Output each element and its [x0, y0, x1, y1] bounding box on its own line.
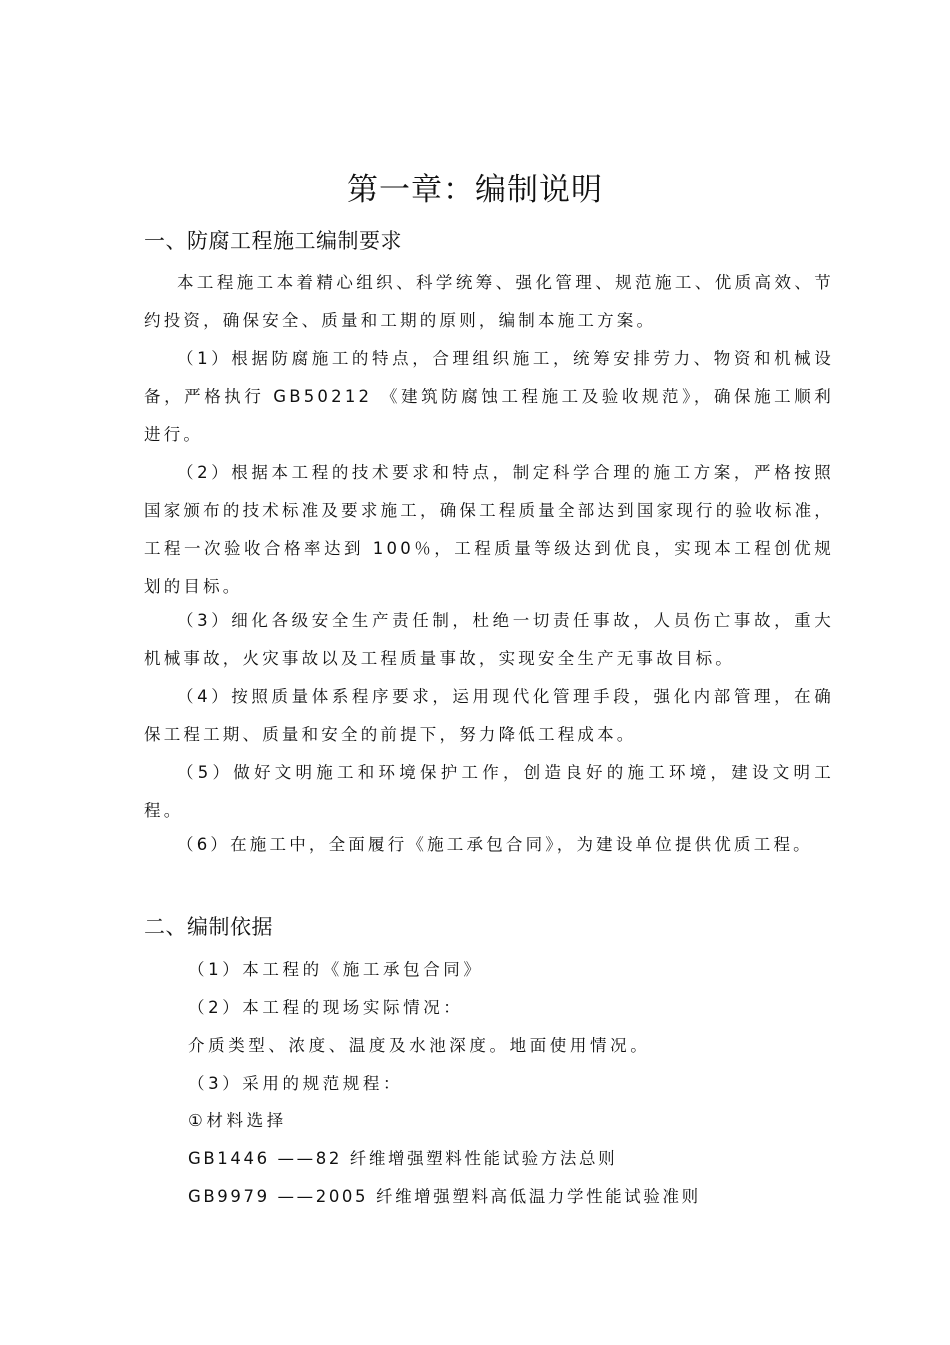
- chapter-title: 第一章：编制说明: [347, 172, 603, 208]
- requirement-item-4: （4）按照质量体系程序要求，运用现代化管理手段，强化内部管理，在确保工程工期、质量和安全的前提下，努力降低工程成本。: [144, 687, 834, 744]
- section-heading-requirements: 一、防腐工程施工编制要求: [144, 229, 402, 253]
- requirement-item-5: （5）做好文明施工和环境保护工作，创造良好的施工环境，建设文明工程。: [144, 763, 834, 820]
- requirement-item-1: （1）根据防腐施工的特点，合理组织施工，统筹安排劳力、物资和机械设备，严格执行 GB50212 《建筑防腐蚀工程施工及验收规范》，确保施工顺利进行。: [144, 349, 834, 444]
- intro-paragraph: 本工程施工本着精心组织、科学统筹、强化管理、规范施工、优质高效、节约投资，确保安全、质量和工期的原则，编制本施工方案。: [144, 273, 834, 330]
- standard-gb1446: GB1446 ——82 纤维增强塑料性能试验方法总则: [188, 1149, 618, 1168]
- basis-line-medium: 介质类型、浓度、温度及水池深度。地面使用情况。: [188, 1036, 651, 1055]
- basis-line-contract: （1）本工程的《施工承包合同》: [188, 960, 484, 979]
- basis-line-site-conditions: （2）本工程的现场实际情况：: [188, 998, 464, 1017]
- requirement-item-3: （3）细化各级安全生产责任制，杜绝一切责任事故，人员伤亡事故，重大机械事故，火灾事故以及工程质量事故，实现安全生产无事故目标。: [144, 611, 834, 668]
- basis-line-material-selection: ①材料选择: [188, 1111, 287, 1130]
- requirement-item-2: （2）根据本工程的技术要求和特点，制定科学合理的施工方案，严格按照国家颁布的技术标准及要求施工，确保工程质量全部达到国家现行的验收标准，工程一次验收合格率达到 100％，工程质量等级达到优良，实现本工程创优规划的目标。: [144, 463, 834, 596]
- section-heading-basis: 二、编制依据: [144, 915, 273, 939]
- standard-gb9979: GB9979 ——2005 纤维增强塑料高低温力学性能试验准则: [188, 1187, 701, 1206]
- requirement-item-6: （6）在施工中，全面履行《施工承包合同》，为建设单位提供优质工程。: [177, 835, 813, 854]
- basis-line-standards: （3）采用的规范规程：: [188, 1074, 404, 1093]
